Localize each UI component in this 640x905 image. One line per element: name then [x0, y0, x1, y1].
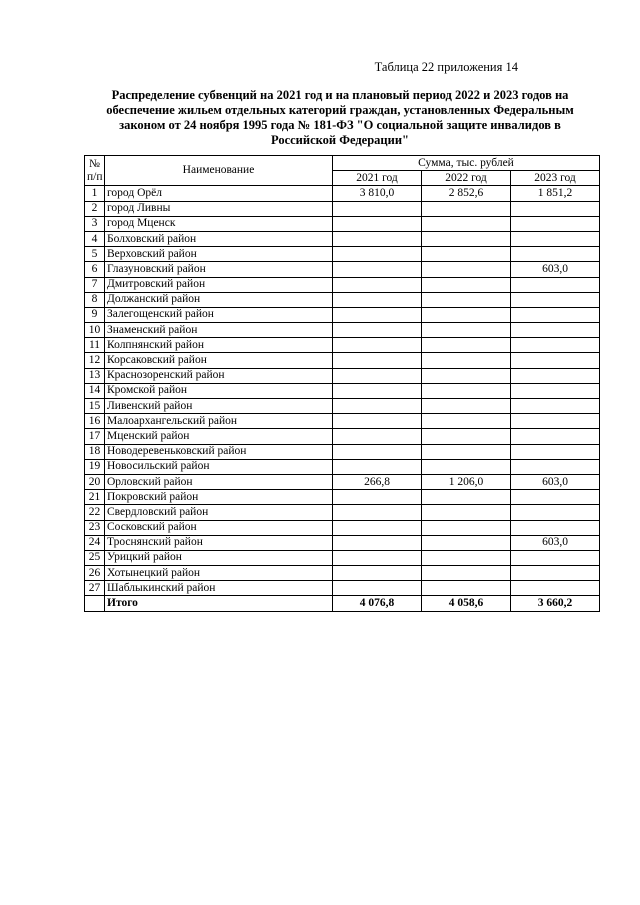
row-2022 [422, 490, 511, 505]
row-2022 [422, 368, 511, 383]
header-sum: Сумма, тыс. рублей [333, 156, 600, 171]
table-row [85, 490, 600, 505]
row-2021 [333, 247, 422, 262]
row-2022 [422, 581, 511, 596]
row-2021 [333, 338, 422, 353]
row-2022: 2 852,6 [422, 186, 511, 201]
row-2021 [333, 323, 422, 338]
row-name: Залегощенский район [105, 307, 333, 322]
row-number: 2 [85, 201, 105, 216]
row-name: Малоархангельский район [105, 414, 333, 429]
row-name: Колпнянский район [105, 338, 333, 353]
row-name: Мценский район [105, 429, 333, 444]
row-2021: 3 810,0 [333, 186, 422, 201]
document-title: Распределение субвенций на 2021 год и на плановый период 2022 и 2023 годов на обеспечение жильем отдельных категорий граждан, установленных Федеральным законом от 24 ноября 1995 года № 181-ФЗ "О социальной защите инвалидов в Российской Федерации" [106, 88, 574, 147]
row-2021 [333, 383, 422, 398]
row-name: Дмитровский район [105, 277, 333, 292]
row-2023 [511, 399, 600, 414]
row-2023 [511, 505, 600, 520]
row-2023 [511, 353, 600, 368]
row-name: Свердловский район [105, 505, 333, 520]
row-2021 [333, 292, 422, 307]
row-name: Сосковский район [105, 520, 333, 535]
row-name: Шаблыкинский район [105, 581, 333, 596]
row-number: 25 [85, 550, 105, 565]
table-row [85, 277, 600, 292]
row-2021 [333, 399, 422, 414]
row-name: Покровский район [105, 490, 333, 505]
table-row [85, 201, 600, 216]
row-number: 17 [85, 429, 105, 444]
total-label: Итого [105, 596, 333, 611]
header-name: Наименование [105, 156, 333, 186]
table-row [85, 383, 600, 398]
row-2023 [511, 566, 600, 581]
table-row [85, 353, 600, 368]
row-2021 [333, 429, 422, 444]
row-2023 [511, 216, 600, 231]
row-2021 [333, 581, 422, 596]
row-2023 [511, 444, 600, 459]
row-name: Хотынецкий район [105, 566, 333, 581]
table-row [85, 231, 600, 246]
row-number: 26 [85, 566, 105, 581]
row-2021 [333, 201, 422, 216]
row-name: Знаменский район [105, 323, 333, 338]
table-row [85, 520, 600, 535]
row-number: 18 [85, 444, 105, 459]
row-2022 [422, 292, 511, 307]
row-number: 11 [85, 338, 105, 353]
row-name: Кромской район [105, 383, 333, 398]
table-row [85, 307, 600, 322]
row-2021: 266,8 [333, 474, 422, 489]
row-2022 [422, 429, 511, 444]
table-row [85, 566, 600, 581]
row-name: город Ливны [105, 201, 333, 216]
total-2021: 4 076,8 [333, 596, 422, 611]
subvention-table [84, 155, 600, 612]
table-row [85, 247, 600, 262]
row-2023 [511, 323, 600, 338]
row-2021 [333, 368, 422, 383]
row-2022 [422, 231, 511, 246]
table-row [85, 338, 600, 353]
row-2023 [511, 429, 600, 444]
row-number: 24 [85, 535, 105, 550]
row-2022 [422, 550, 511, 565]
row-2022 [422, 414, 511, 429]
header-number-line1: № [89, 157, 100, 170]
total-2023: 3 660,2 [511, 596, 600, 611]
row-2023 [511, 338, 600, 353]
row-2022 [422, 353, 511, 368]
row-number: 1 [85, 186, 105, 201]
header-year-2021: 2021 год [333, 171, 422, 186]
total-num-cell [85, 596, 105, 611]
row-number: 20 [85, 474, 105, 489]
header-year-2023: 2023 год [511, 171, 600, 186]
row-number: 22 [85, 505, 105, 520]
table-row [85, 444, 600, 459]
row-number: 15 [85, 399, 105, 414]
row-2022 [422, 520, 511, 535]
row-name: Глазуновский район [105, 262, 333, 277]
total-2022: 4 058,6 [422, 596, 511, 611]
table-row [85, 550, 600, 565]
row-2022 [422, 323, 511, 338]
row-name: Новодеревеньковский район [105, 444, 333, 459]
row-2022 [422, 307, 511, 322]
row-2023 [511, 383, 600, 398]
table-row [85, 399, 600, 414]
row-2022 [422, 535, 511, 550]
row-2022 [422, 216, 511, 231]
row-2022 [422, 201, 511, 216]
row-name: город Орёл [105, 186, 333, 201]
row-2022 [422, 505, 511, 520]
table-row [85, 474, 600, 489]
table-annex-label: Таблица 22 приложения 14 [374, 60, 518, 74]
row-2023 [511, 231, 600, 246]
header-number-line2: п/п [87, 170, 103, 183]
row-2023 [511, 368, 600, 383]
row-number: 6 [85, 262, 105, 277]
header-year-2022: 2022 год [422, 171, 511, 186]
row-2021 [333, 490, 422, 505]
row-name: Троснянский район [105, 535, 333, 550]
row-2023 [511, 414, 600, 429]
row-2023 [511, 292, 600, 307]
row-name: Должанский район [105, 292, 333, 307]
row-number: 7 [85, 277, 105, 292]
row-2021 [333, 550, 422, 565]
row-2021 [333, 307, 422, 322]
row-name: Урицкий район [105, 550, 333, 565]
row-number: 27 [85, 581, 105, 596]
row-2023 [511, 581, 600, 596]
row-number: 4 [85, 231, 105, 246]
header-number [85, 156, 105, 186]
row-2021 [333, 414, 422, 429]
row-number: 14 [85, 383, 105, 398]
row-2022 [422, 566, 511, 581]
table-row [85, 535, 600, 550]
table-row [85, 505, 600, 520]
row-2023: 603,0 [511, 474, 600, 489]
row-number: 5 [85, 247, 105, 262]
row-2023 [511, 247, 600, 262]
row-2023 [511, 307, 600, 322]
row-2021 [333, 216, 422, 231]
row-number: 13 [85, 368, 105, 383]
row-2022 [422, 338, 511, 353]
row-2023 [511, 490, 600, 505]
row-number: 23 [85, 520, 105, 535]
row-2021 [333, 277, 422, 292]
row-name: Ливенский район [105, 399, 333, 414]
row-2023 [511, 550, 600, 565]
row-2023 [511, 201, 600, 216]
row-number: 19 [85, 459, 105, 474]
row-2021 [333, 535, 422, 550]
row-2022 [422, 247, 511, 262]
row-2021 [333, 444, 422, 459]
row-2022: 1 206,0 [422, 474, 511, 489]
row-2023 [511, 277, 600, 292]
row-number: 9 [85, 307, 105, 322]
row-name: Болховский район [105, 231, 333, 246]
row-name: Орловский район [105, 474, 333, 489]
table-row [85, 459, 600, 474]
row-2023: 603,0 [511, 535, 600, 550]
table-body [85, 186, 600, 596]
table-row [85, 186, 600, 201]
total-row [85, 596, 600, 611]
row-2022 [422, 399, 511, 414]
row-number: 3 [85, 216, 105, 231]
table-row [85, 414, 600, 429]
row-2021 [333, 520, 422, 535]
row-2021 [333, 353, 422, 368]
row-2022 [422, 262, 511, 277]
row-2023: 1 851,2 [511, 186, 600, 201]
table-row [85, 581, 600, 596]
row-number: 16 [85, 414, 105, 429]
row-2021 [333, 262, 422, 277]
row-2021 [333, 505, 422, 520]
row-number: 10 [85, 323, 105, 338]
row-number: 8 [85, 292, 105, 307]
table-row [85, 323, 600, 338]
row-2022 [422, 444, 511, 459]
row-2023: 603,0 [511, 262, 600, 277]
table-row [85, 262, 600, 277]
row-2023 [511, 520, 600, 535]
table-row [85, 368, 600, 383]
row-2021 [333, 231, 422, 246]
row-2022 [422, 277, 511, 292]
row-number: 12 [85, 353, 105, 368]
row-number: 21 [85, 490, 105, 505]
row-name: Корсаковский район [105, 353, 333, 368]
row-2021 [333, 566, 422, 581]
row-name: Верховский район [105, 247, 333, 262]
table-row [85, 429, 600, 444]
table-row [85, 216, 600, 231]
row-2023 [511, 459, 600, 474]
row-name: город Мценск [105, 216, 333, 231]
table-row [85, 292, 600, 307]
row-2021 [333, 459, 422, 474]
row-2022 [422, 459, 511, 474]
row-2022 [422, 383, 511, 398]
row-name: Краснозоренский район [105, 368, 333, 383]
row-name: Новосильский район [105, 459, 333, 474]
